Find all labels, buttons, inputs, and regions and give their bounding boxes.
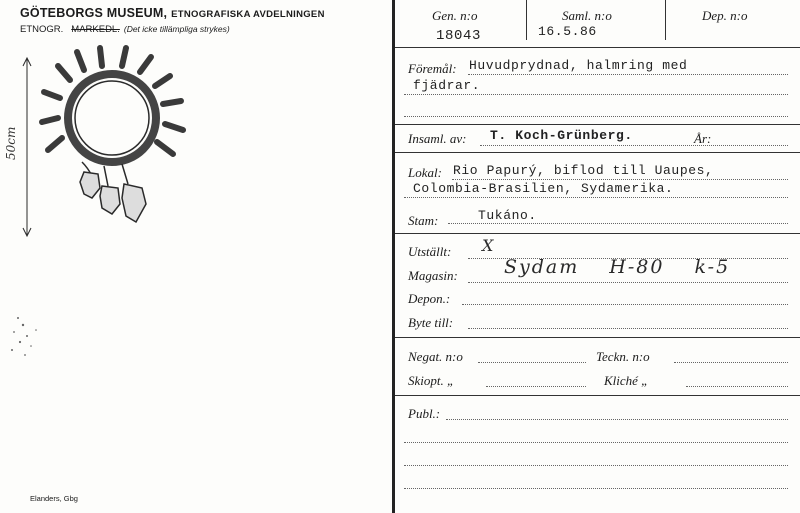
utstallt-label: Utställt:	[408, 244, 452, 259]
dotted-line	[674, 362, 788, 363]
lokal-line-2: Colombia-Brasilien, Sydamerika.	[413, 181, 674, 196]
utstallt-value: X	[482, 236, 496, 255]
column-divider-1	[526, 0, 527, 40]
dep-label: Dep. n:o	[702, 8, 748, 23]
skiopt-label: Skiopt. „	[408, 373, 455, 388]
gen-value: 18043	[436, 28, 482, 44]
feathers	[42, 48, 183, 154]
dotted-line	[404, 465, 788, 466]
pendant-2	[100, 186, 120, 214]
rule-top	[395, 47, 800, 48]
dotted-line	[468, 74, 788, 75]
rule-magasin	[395, 337, 800, 338]
straw-ring	[68, 74, 156, 162]
dotted-line	[448, 223, 788, 224]
byte-label: Byte till:	[408, 315, 454, 330]
speckles	[11, 317, 37, 356]
column-divider-2	[665, 0, 666, 40]
dotted-line	[404, 116, 788, 117]
lokal-label: Lokal:	[408, 165, 442, 180]
strike-note: (Det icke tillämpliga strykes)	[123, 24, 230, 34]
object-sketch	[0, 0, 392, 513]
museum-name: GÖTEBORGS MUSEUM,	[20, 6, 168, 20]
printer-imprint: Elanders, Gbg	[30, 494, 78, 503]
depon-label: Depon.:	[408, 291, 451, 306]
dimension-note: 50cm	[4, 126, 18, 160]
dotted-line	[452, 179, 788, 180]
saml-value: 16.5.86	[538, 24, 597, 39]
publ-label: Publ.:	[408, 406, 441, 421]
rule-negat	[395, 395, 800, 396]
insaml-label: Insaml. av:	[408, 131, 467, 146]
card-divider	[392, 0, 395, 513]
ar-label: År:	[694, 131, 712, 146]
dotted-line	[404, 442, 788, 443]
dotted-line	[446, 419, 788, 420]
lokal-line-1: Rio Papurý, biflod till Uaupes,	[453, 163, 714, 178]
magasin-label: Magasin:	[408, 268, 458, 283]
stam-value: Tukáno.	[478, 208, 537, 223]
rule-foremal	[395, 124, 800, 125]
dotted-line	[468, 282, 788, 283]
dotted-line	[468, 328, 788, 329]
stam-label: Stam:	[408, 213, 439, 228]
dotted-line	[404, 94, 788, 95]
department-name: ETNOGRAFISKA AVDELNINGEN	[171, 9, 325, 20]
dotted-line	[686, 386, 788, 387]
magasin-value: Sydam H-80 k-5	[504, 256, 731, 278]
cliche-label: Kliché „	[604, 373, 649, 388]
dotted-line	[404, 488, 788, 489]
teckn-label: Teckn. n:o	[596, 349, 650, 364]
ring-inner-edge	[75, 81, 149, 155]
rule-insaml	[395, 152, 800, 153]
saml-label: Saml. n:o	[562, 8, 612, 23]
dotted-line	[478, 362, 586, 363]
dotted-line	[486, 386, 586, 387]
dotted-line	[462, 304, 788, 305]
dotted-line	[404, 197, 788, 198]
struck-section: MARKEDL.	[71, 24, 120, 35]
foremal-line-1: Huvudprydnad, halmring med	[469, 58, 688, 73]
section-label: ETNOGR.	[20, 24, 64, 35]
dotted-line	[480, 145, 788, 146]
pendant-3	[122, 184, 146, 222]
foremal-line-2: fjädrar.	[413, 78, 481, 93]
gen-label: Gen. n:o	[432, 8, 478, 23]
rule-lokal	[395, 233, 800, 234]
insaml-value: T. Koch-Grünberg.	[490, 128, 633, 143]
foremal-label: Föremål:	[408, 61, 457, 76]
negat-label: Negat. n:o	[408, 349, 463, 364]
pendant-1	[80, 172, 100, 198]
